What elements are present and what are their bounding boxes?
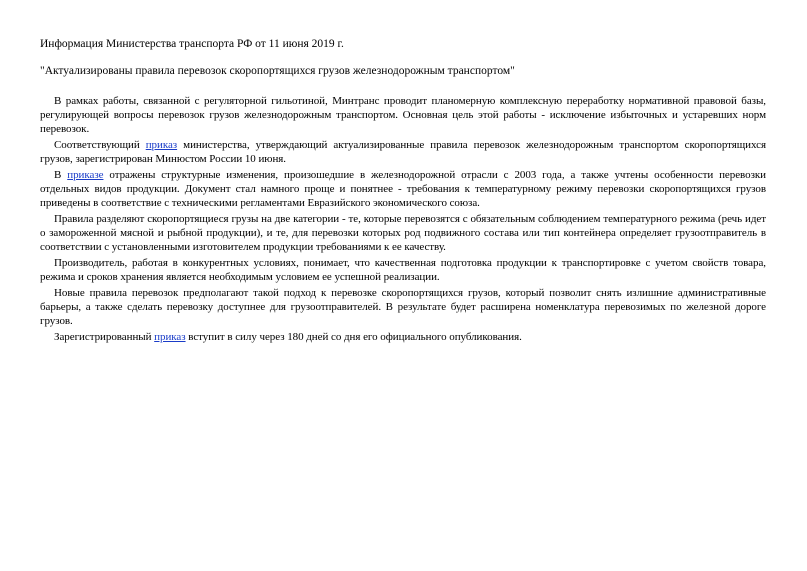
paragraph-text: вступит в силу через 180 дней со дня его официального опубликования.	[185, 331, 522, 343]
paragraph-text: В рамках работы, связанной с регуляторной гильотиной, Минтранс проводит планомерную комплексную переработку нормативной правовой базы, регулирующей вопросы перевозок грузов железнодорожным транспортом. Основная цель этой работы - исключение избыточных и устаревших норм перевозок.	[40, 95, 766, 135]
paragraph	[40, 286, 766, 328]
paragraph-text: Новые правила перевозок предполагают такой подход к перевозке скоропортящихся грузов, который позволит снять излишние административные барьеры, а также сделать перевозку доступнее для грузоотправителей. В результате будет расширена номенклатура перевозимых по железной дороге грузов.	[40, 287, 766, 327]
paragraph	[40, 330, 766, 344]
paragraph-text: отражены структурные изменения, произошедшие в железнодорожной отрасли с 2003 года, а также учтены особенности перевозки отдельных видов продукции. Документ стал намного проще и понятнее - требования к температурному режиму перевозки скоропортящихся грузов приведены в соответствие с техническими регламентами Евразийского экономического союза.	[40, 169, 766, 209]
paragraph-text: Соответствующий	[54, 139, 146, 151]
order-link[interactable]: приказ	[154, 331, 186, 343]
document-title: Информация Министерства транспорта РФ от 11 июня 2019 г.	[40, 38, 344, 50]
paragraph-text: министерства, утверждающий актуализированные правила перевозок железнодорожным транспортом скоропортящихся грузов, зарегистрирован Минюстом России 10 июня.	[40, 139, 766, 165]
document-body	[40, 94, 766, 344]
document-page	[40, 37, 766, 346]
paragraph	[40, 168, 766, 210]
order-link[interactable]: приказе	[67, 169, 104, 181]
paragraph	[40, 256, 766, 284]
paragraph	[40, 212, 766, 254]
paragraph-text: Производитель, работая в конкурентных условиях, понимает, что качественная подготовка продукции к транспортировке с учетом свойств товара, режима и сроков хранения является необходимым условием ее успешной реализации.	[40, 257, 766, 283]
paragraph-text: Правила разделяют скоропортящиеся грузы на две категории - те, которые перевозятся с обязательным соблюдением температурного режима (речь идет о замороженной мясной и рыбной продукции), и те, для перевозки которых род подвижного состава или тип контейнера определяет грузоотправитель в соответствии с установленными изготовителем продукции требованиями к ее качеству.	[40, 213, 766, 253]
paragraph-text: Зарегистрированный	[54, 331, 155, 343]
paragraph	[40, 138, 766, 166]
order-link[interactable]: приказ	[145, 139, 178, 151]
paragraph-text: В	[54, 169, 68, 181]
paragraph	[40, 94, 766, 136]
document-subtitle: "Актуализированы правила перевозок скоропортящихся грузов железнодорожным транспортом"	[40, 65, 515, 77]
